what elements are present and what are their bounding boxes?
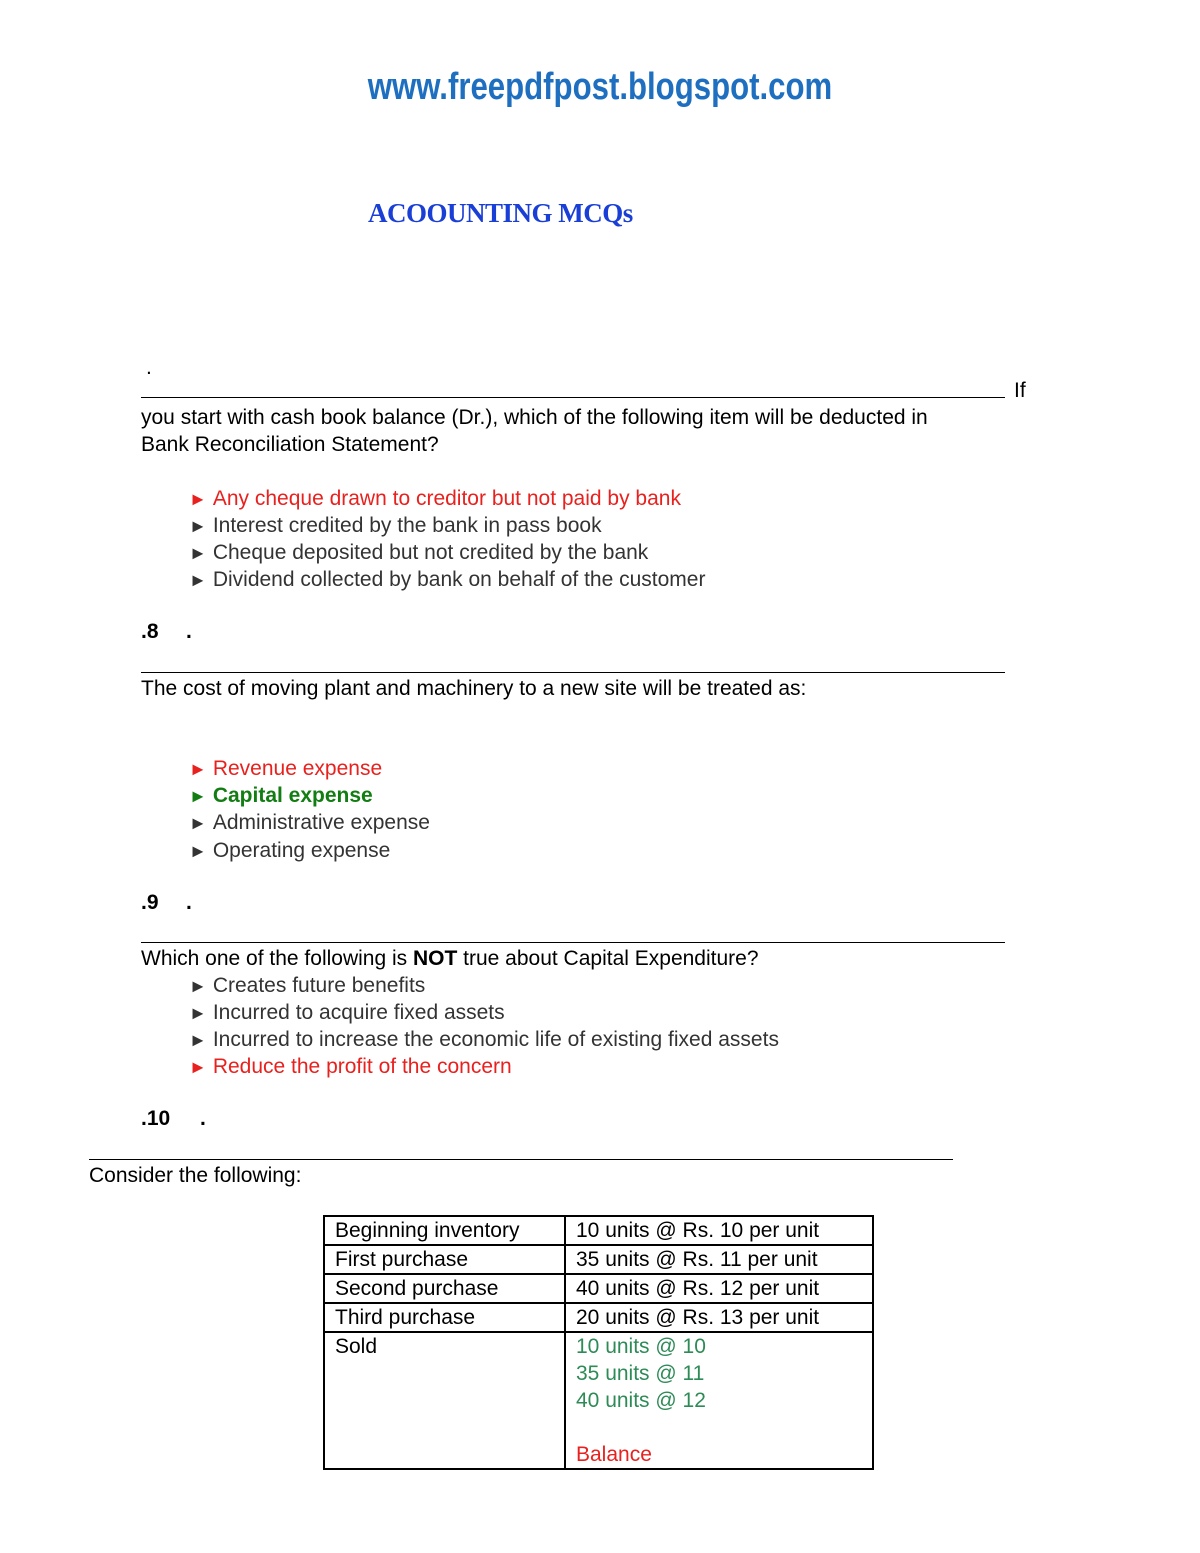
q7-dot: . — [146, 356, 152, 379]
q8-option-3-label: Administrative expense — [212, 811, 430, 834]
table-row — [324, 1303, 873, 1332]
q8-option-2 — [189, 782, 373, 810]
q10-dot: . — [200, 1107, 206, 1130]
q7-option-4 — [189, 566, 705, 594]
site-url[interactable]: www.freepdfpost.blogspot.com — [367, 66, 833, 108]
q10-rule — [89, 1159, 953, 1160]
table-row — [324, 1274, 873, 1303]
arrow-right-icon: ► — [189, 786, 207, 806]
sold-line: 35 units @ 11 — [576, 1362, 705, 1385]
q9-option-1-label: Creates future benefits — [212, 974, 426, 997]
q8-number: .8 — [141, 620, 159, 643]
inventory-table — [323, 1215, 874, 1470]
arrow-right-icon: ► — [189, 813, 207, 833]
table-cell: First purchase — [324, 1245, 565, 1274]
table-row — [324, 1216, 873, 1245]
table-cell: 10 units @ Rs. 10 per unit — [565, 1216, 873, 1245]
balance-label: Balance — [576, 1443, 652, 1466]
arrow-right-icon: ► — [189, 1003, 207, 1023]
q9-dot: . — [186, 891, 192, 914]
q10-number: .10 — [141, 1107, 171, 1130]
arrow-right-icon: ► — [189, 516, 207, 536]
q9-question — [141, 945, 759, 972]
q8-option-1-label: Revenue expense — [212, 757, 383, 780]
sold-details — [565, 1332, 873, 1469]
q9-option-4-label: Reduce the profit of the concern — [212, 1055, 512, 1078]
q8-option-3 — [189, 809, 430, 837]
table-cell: 20 units @ Rs. 13 per unit — [565, 1303, 873, 1332]
q7-rule — [141, 397, 1005, 398]
q7-option-2 — [189, 512, 602, 540]
q7-option-2-label: Interest credited by the bank in pass book — [212, 514, 602, 537]
q9-question-pre: Which one of the following is — [141, 947, 413, 970]
q9-option-3 — [189, 1026, 779, 1054]
q9-option-1 — [189, 972, 425, 1000]
q7-question-line1: you start with cash book balance (Dr.), which of the following item will be deducted in — [141, 406, 928, 429]
table-cell: Third purchase — [324, 1303, 565, 1332]
sold-spacer — [576, 1414, 862, 1441]
arrow-right-icon: ► — [189, 1057, 207, 1077]
q9-rule — [141, 942, 1005, 943]
q8-question: The cost of moving plant and machinery to a new site will be treated as: — [141, 677, 807, 700]
q8-option-1 — [189, 755, 382, 783]
table-cell: 35 units @ Rs. 11 per unit — [565, 1245, 873, 1274]
q9-question-bold: NOT — [412, 947, 458, 970]
table-row — [324, 1245, 873, 1274]
q8-option-4-label: Operating expense — [212, 839, 391, 862]
table-cell: 40 units @ Rs. 12 per unit — [565, 1274, 873, 1303]
arrow-right-icon: ► — [189, 543, 207, 563]
q9-option-2-label: Incurred to acquire fixed assets — [212, 1001, 505, 1024]
sold-line: 40 units @ 12 — [576, 1389, 706, 1412]
arrow-right-icon: ► — [189, 570, 207, 590]
table-cell: Beginning inventory — [324, 1216, 565, 1245]
q7-option-1 — [189, 485, 681, 513]
arrow-right-icon: ► — [189, 976, 207, 996]
sold-line: 10 units @ 10 — [576, 1335, 706, 1358]
arrow-right-icon: ► — [189, 1030, 207, 1050]
q7-question-line2: Bank Reconciliation Statement? — [141, 433, 439, 456]
q7-option-4-label: Dividend collected by bank on behalf of the customer — [212, 568, 706, 591]
q9-number: .9 — [141, 891, 159, 914]
q7-tail: If — [1014, 379, 1026, 402]
q7-option-3 — [189, 539, 648, 567]
q9-question-post: true about Capital Expenditure? — [457, 947, 759, 970]
q9-option-4 — [189, 1053, 512, 1081]
q7-option-3-label: Cheque deposited but not credited by the bank — [212, 541, 649, 564]
arrow-right-icon: ► — [189, 841, 207, 861]
q8-option-2-label: Capital expense — [212, 784, 373, 807]
q9-option-3-label: Incurred to increase the economic life of existing fixed assets — [212, 1028, 779, 1051]
q8-option-4 — [189, 837, 390, 865]
q7-option-1-label: Any cheque drawn to creditor but not paid by bank — [212, 487, 681, 510]
page-title: ACOOUNTING MCQs — [368, 198, 633, 228]
table-row-sold — [324, 1332, 873, 1469]
q8-dot: . — [186, 620, 192, 643]
sold-label: Sold — [324, 1332, 565, 1469]
q8-rule — [141, 672, 1005, 673]
q9-option-2 — [189, 999, 505, 1027]
arrow-right-icon: ► — [189, 489, 207, 509]
table-cell: Second purchase — [324, 1274, 565, 1303]
arrow-right-icon: ► — [189, 759, 207, 779]
q10-intro: Consider the following: — [89, 1164, 302, 1187]
